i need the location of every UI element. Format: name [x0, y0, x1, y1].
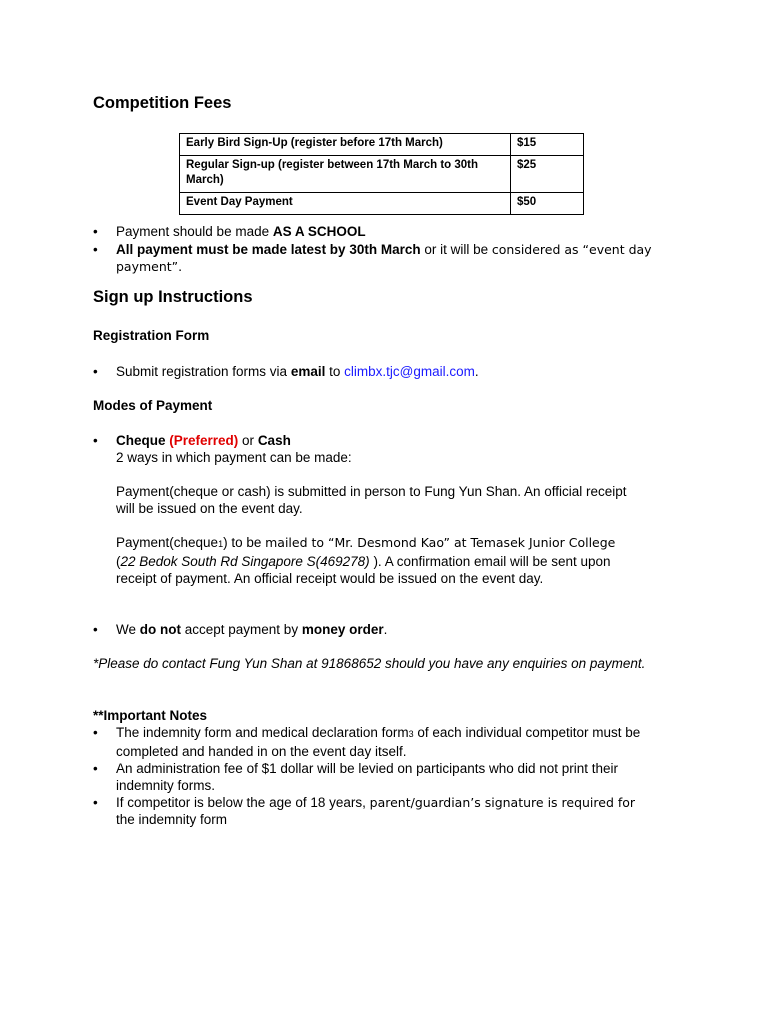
list-item-text: [116, 363, 683, 380]
enquiry-note: *Please do contact Fung Yun Shan at 91868652 should you have any enquiries on payment.: [93, 656, 646, 671]
signup-heading: Sign up Instructions: [93, 288, 253, 306]
email-link[interactable]: climbx.tjc@gmail.com: [344, 364, 475, 379]
list-item-text: [116, 794, 676, 828]
address-text: 22 Bedok South Rd Singapore S(469278): [120, 554, 370, 569]
fee-price: $50: [511, 193, 584, 215]
payment-options: [116, 432, 683, 449]
text-run: Payment(cheque: [116, 535, 219, 550]
text-run: We: [116, 622, 140, 637]
fees-table: [179, 133, 584, 215]
registration-form-heading: Registration Form: [93, 328, 210, 343]
text-run: .: [383, 622, 388, 637]
payment-paragraph-2: [116, 534, 683, 553]
text-run: considered as “event day payment”.: [116, 242, 652, 274]
payment-paragraph-1: Payment(cheque or cash) is submitted in person to Fung Yun Shan. An official receipt: [116, 484, 627, 499]
payment-paragraph-2b: [116, 553, 683, 570]
text-run: to: [325, 364, 345, 379]
table-row: [180, 193, 584, 215]
list-item-text: An administration fee of $1 dollar will be levied on participants who did not print their indemnity forms.: [116, 761, 619, 793]
bullet-icon: •: [93, 433, 98, 448]
list-item-text: [116, 223, 683, 240]
bullet-icon: •: [93, 795, 98, 810]
text-run: Submit registration forms via: [116, 364, 291, 379]
text-bold: do not: [139, 622, 181, 637]
text-bold: Cash: [257, 433, 291, 448]
list-item-text: [116, 621, 683, 638]
bullet-icon: •: [93, 725, 98, 740]
payment-paragraph-1b: will be issued on the event day.: [116, 501, 303, 516]
text-bold: **Important Notes: [93, 708, 208, 723]
preferred-label: (Preferred): [165, 433, 239, 448]
text-run: mailed to “Mr. Desmond Kao” at Temasek Junior College: [265, 535, 616, 550]
text-run: or: [238, 433, 258, 448]
important-notes-heading: [93, 707, 683, 724]
table-row: [180, 134, 584, 156]
text-run: of each individual competitor must be completed and handed in on the event day itself.: [116, 725, 641, 759]
text-bold: email: [290, 364, 326, 379]
list-item-text: [116, 432, 683, 587]
fee-label: Regular Sign-up (register between 17th March to 30th March): [180, 156, 511, 193]
ways-text: 2 ways in which payment can be made:: [116, 450, 352, 465]
note-line: the indemnity form: [116, 812, 228, 827]
fee-label: Event Day Payment: [180, 193, 511, 215]
text-run: ) to be: [223, 535, 266, 550]
text-run: Payment should be made: [116, 224, 273, 239]
bullet-icon: •: [93, 761, 98, 776]
fee-price: $15: [511, 134, 584, 156]
fee-label: Early Bird Sign-Up (register before 17th March): [180, 134, 511, 156]
modes-of-payment-heading: Modes of Payment: [93, 398, 213, 413]
list-item-text: [116, 724, 676, 760]
payment-paragraph-2c: receipt of payment. An official receipt would be issued on the event day.: [116, 571, 544, 586]
footnote-marker: 1: [218, 539, 224, 549]
text-run: If competitor is below the age of 18 years,: [116, 795, 370, 810]
text-bold: money order: [301, 622, 384, 637]
text-run: (: [116, 554, 121, 569]
text-run: parent/guardian’s signature is required for: [369, 795, 636, 810]
text-bold: All payment must be made latest by 30th March: [116, 242, 421, 257]
competition-fees-heading: Competition Fees: [93, 94, 232, 112]
table-row: [180, 156, 584, 193]
text-bold: Cheque: [116, 433, 166, 448]
list-item-text: [116, 241, 683, 275]
text-run: .: [474, 364, 479, 379]
bullet-icon: •: [93, 224, 98, 239]
bullet-icon: •: [93, 622, 98, 637]
footnote-marker: 3: [408, 729, 414, 739]
text-run: ). A confirmation email will be sent upon: [369, 554, 611, 569]
fee-price: $25: [511, 156, 584, 193]
text-run: accept payment by: [181, 622, 302, 637]
text-run: or it will be: [420, 242, 492, 257]
text-bold: AS A SCHOOL: [272, 224, 366, 239]
bullet-icon: •: [93, 242, 98, 257]
bullet-icon: •: [93, 364, 98, 379]
note-line: [116, 794, 676, 811]
text-run: The indemnity form and medical declaration form: [116, 725, 409, 740]
